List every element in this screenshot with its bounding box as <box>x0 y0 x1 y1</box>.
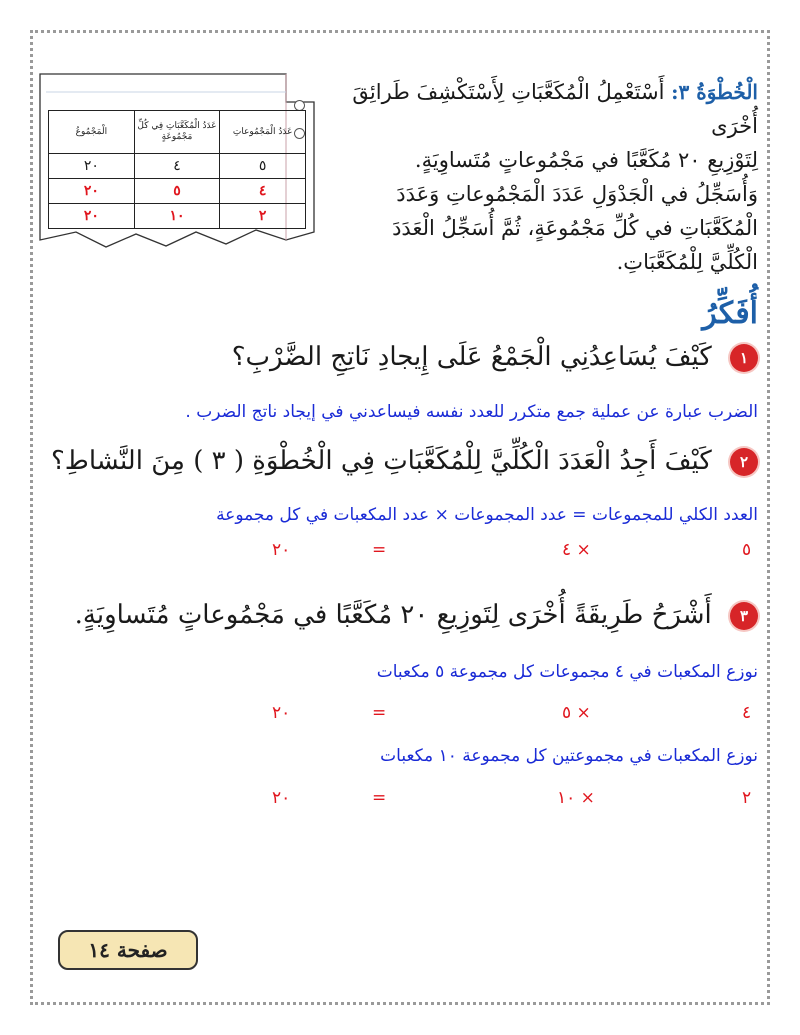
question-number-badge: ١ <box>730 344 758 372</box>
table-row: ٤ ٥ ٢٠ <box>49 179 306 204</box>
multiplier: ١٠ × <box>557 788 595 808</box>
answer-3-line-2: نوزع المكعبات في مجموعتين كل مجموعة ١٠ مكعبات <box>380 746 758 766</box>
step-line-1: الْخُطْوَةُ ٣: أَسْتَعْمِلُ الْمُكَعَّبَاتِ لِأَسْتَكْشِفَ طَرائِقَ أُخْرَى <box>352 80 758 138</box>
question-number-badge: ٢ <box>730 448 758 476</box>
table-row: ٥ ٤ ٢٠ <box>49 154 306 179</box>
first-factor: ٤ <box>742 703 752 723</box>
multiplier: ٥ × <box>562 703 591 723</box>
equation-result: ٢٠ <box>272 703 291 723</box>
question-number-badge: ٣ <box>730 602 758 630</box>
question-text: أَشْرَحُ طَرِيقَةً أُخْرَى لِتَوزِيعِ ٢٠ مُكَعَّبًا في مَجْمُوعاتٍ مُتَساوِيَةٍ. <box>74 600 712 630</box>
question-3 <box>38 600 758 630</box>
answer-1: الضرب عبارة عن عملية جمع متكرر للعدد نفسه فيساعدني في إيجاد ناتج الضرب . <box>185 402 758 422</box>
answer-2: العدد الكلي للمجموعات = عدد المجموعات × عدد المكعبات في كل مجموعة <box>216 505 758 525</box>
step-line-5: الْكُلِّيَّ لِلْمُكَعَّبَاتِ. <box>616 250 758 274</box>
step-line-4: الْمُكَعَّبَاتِ في كُلِّ مَجْمُوعَةٍ، ثُمَّ أُسَجِّلُ الْعَدَدَ <box>392 216 758 240</box>
answer-3-line-1: نوزع المكعبات في ٤ مجموعات كل مجموعة ٥ مكعبات <box>376 662 758 682</box>
question-text: كَيْفَ يُسَاعِدُنِي الْجَمْعُ عَلَى إِيجادِ نَاتِجِ الضَّرْبِ؟ <box>231 342 712 372</box>
notebook-page <box>36 72 318 252</box>
first-factor: ٢ <box>742 788 752 808</box>
step-line-3: وَأُسَجِّلُ في الْجَدْوَلِ عَدَدَ الْمَجْمُوعاتِ وَعَدَدَ <box>396 182 758 206</box>
equals-sign: = <box>372 788 387 808</box>
equals-sign: = <box>372 703 387 723</box>
page-number-badge: صفحة ١٤ <box>58 930 198 970</box>
col-groups: عَدَدُ الْمَجْمُوعاتِ <box>220 111 306 154</box>
equation-result: ٢٠ <box>272 788 291 808</box>
equation-row <box>42 703 758 729</box>
question-text: كَيْفَ أَجِدُ الْعَدَدَ الْكُلِّيَّ لِلْمُكَعَّبَاتِ فِي الْخُطْوَةِ ( ٣ ) مِنَ النَّشاطِ؟ <box>51 446 712 476</box>
col-cubes-per-group: عَدَدُ الْمُكَعَّبَاتِ فِي كُلِّ مَجْمُوعَةٍ <box>134 111 220 154</box>
step-label: الْخُطْوَةُ ٣: <box>671 80 758 104</box>
table-header-row <box>49 111 306 154</box>
multiplier: ٤ × <box>562 540 591 560</box>
step-line-2: لِتَوْزِيعِ ٢٠ مُكَعَّبًا في مَجْمُوعاتٍ مُتَساوِيَةٍ. <box>414 148 758 172</box>
col-total: الْمَجْمُوعُ <box>49 111 135 154</box>
table-row: ٢ ١٠ ٢٠ <box>49 204 306 229</box>
question-2 <box>38 446 758 476</box>
equation-result: ٢٠ <box>272 540 291 560</box>
first-factor: ٥ <box>742 540 752 560</box>
question-1 <box>38 342 758 372</box>
equation-row <box>42 540 758 566</box>
think-heading: أُفَكِّرُ <box>702 296 758 331</box>
groups-table <box>48 110 306 229</box>
equals-sign: = <box>372 540 387 560</box>
equation-row <box>42 788 758 814</box>
step-3-text <box>338 75 758 279</box>
